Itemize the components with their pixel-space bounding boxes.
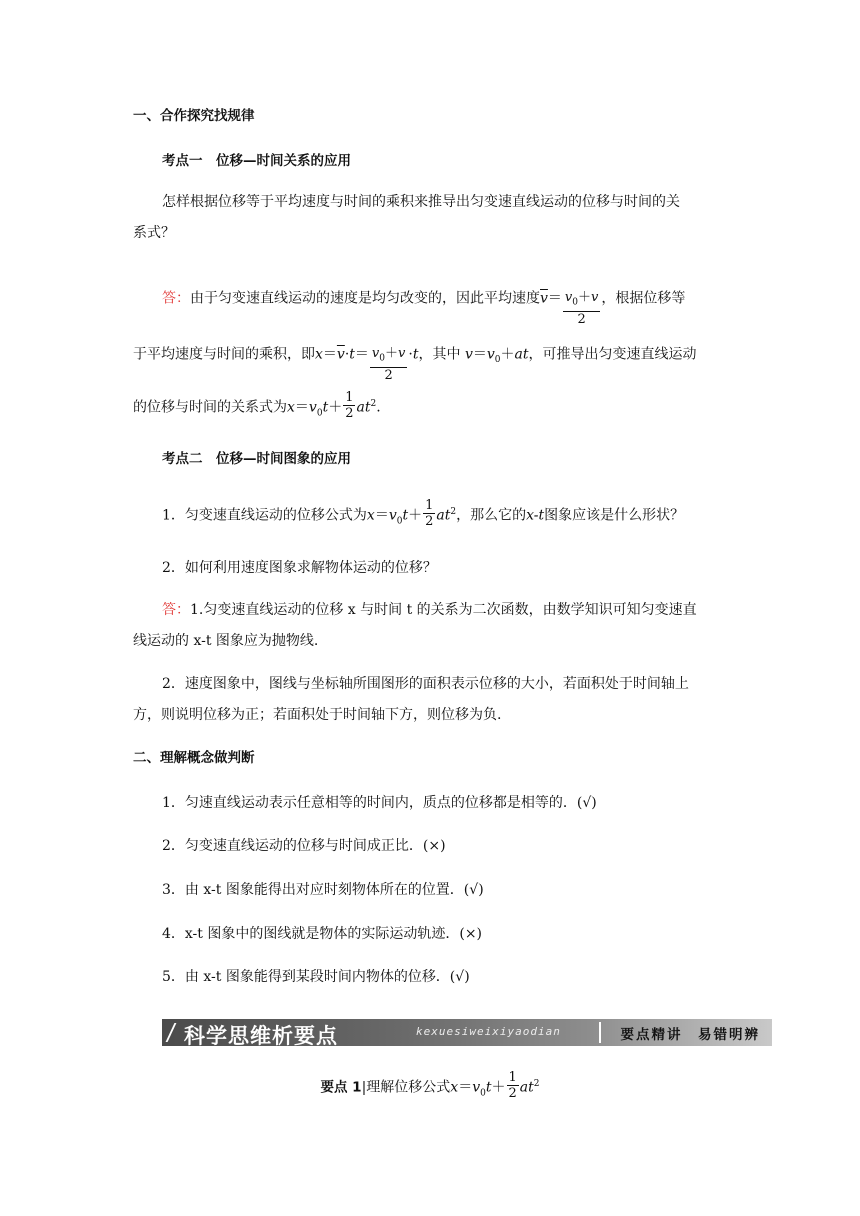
- answer-text: 于平均速度与时间的乘积，即: [133, 346, 315, 363]
- eq-sign: ＝: [547, 290, 562, 307]
- banner-divider: [599, 1022, 601, 1043]
- section-title-2: 二、理解概念做判断: [133, 750, 255, 766]
- answer-label: 答：: [162, 290, 190, 307]
- answer-tail: ，根据位移等: [601, 290, 686, 307]
- fraction-half: $\frac{1}{2}$: [345, 390, 354, 421]
- kaodian2-question1: 1．匀变速直线运动的位移公式为$x=v_0t+$ $\frac{1}{2}$ $at^2$，那么它的x-t图象应该是什么形状？: [162, 498, 685, 529]
- kaodian1-question-line1: 怎样根据位移等于平均速度与时间的乘积来推导出匀变速直线运动的位移与时间的关: [162, 194, 680, 210]
- section-banner: [162, 1019, 772, 1046]
- judgement-item-4: 4．x-t 图象中的图线就是物体的实际运动轨迹．(×): [162, 926, 483, 942]
- kaodian1-heading: 考点一 位移—时间关系的应用: [162, 153, 351, 169]
- kaodian2-question2: 2．如何利用速度图象求解物体运动的位移？: [162, 560, 437, 576]
- fraction-avg-velocity: $\frac{v_0+v}{2}$: [371, 346, 406, 383]
- banner-pinyin: kexuesiweixiyaodian: [416, 1025, 561, 1038]
- judgement-item-1: 1．匀速直线运动表示任意相等的时间内，质点的位移都是相等的．(√): [162, 795, 597, 811]
- fraction-avg-velocity: $\frac{v_0+v}{2}$: [564, 290, 599, 327]
- judgement-item-3: 3．由 x-t 图象能得出对应时刻物体所在的位置．(√): [162, 882, 484, 898]
- judgement-item-5: 5．由 x-t 图象能得到某段时间内物体的位移．(√): [162, 969, 470, 985]
- answer-text: 由于匀变速直线运动的速度是均匀改变的，因此平均速度: [190, 290, 540, 307]
- kaodian1-answer-line3: 的位移与时间的关系式为$x=v_0t+$ $\frac{1}{2}$ $at^2$.: [133, 390, 381, 421]
- point1-label: 要点 1: [320, 1079, 362, 1096]
- kaodian1-question-line2: 系式？: [133, 225, 175, 241]
- point1-text: 理解位移公式: [366, 1079, 451, 1096]
- kaodian2-answer1-line2: 线运动的 x-t 图象应为抛物线.: [133, 633, 319, 649]
- fraction-half: $\frac{1}{2}$: [425, 498, 434, 529]
- judgement-item-2: 2．匀变速直线运动的位移与时间成正比．(×): [162, 838, 446, 854]
- banner-decoration: [166, 1023, 183, 1042]
- answer-label: 答：: [162, 602, 190, 618]
- v-bar: $\overline{v}$: [540, 290, 548, 307]
- banner-subtitle: 要点精讲 易错明辨: [620, 1027, 760, 1043]
- kaodian2-answer2-line1: 2．速度图象中，图线与坐标轴所围图形的面积表示位移的大小，若面积处于时间轴上: [162, 676, 689, 692]
- kaodian2-heading: 考点二 位移—时间图象的应用: [162, 451, 351, 467]
- point1-heading: 要点 1|理解位移公式$x=v_0t+$ $\frac{1}{2}$ $at^2$: [320, 1070, 540, 1101]
- kaodian2-answer2-line2: 方，则说明位移为正；若面积处于时间轴下方，则位移为负.: [133, 707, 502, 723]
- kaodian1-answer-line2: 于平均速度与时间的乘积，即$x=\overline{v}\cdot t=$ $\frac{v_0+v}{2}$ ·t，其中 $v=v_0+at$，可推导出匀变速直线运动: [133, 346, 697, 383]
- kaodian1-answer-line1: [162, 280, 686, 327]
- banner-title: 科学思维析要点: [184, 1024, 338, 1048]
- kaodian2-answer1-line1: 答：1.匀变速直线运动的位移 x 与时间 t 的关系为二次函数，由数学知识可知匀变速直: [162, 602, 697, 618]
- section-title-1: 一、合作探究找规律: [133, 108, 255, 124]
- fraction-half: $\frac{1}{2}$: [508, 1070, 517, 1101]
